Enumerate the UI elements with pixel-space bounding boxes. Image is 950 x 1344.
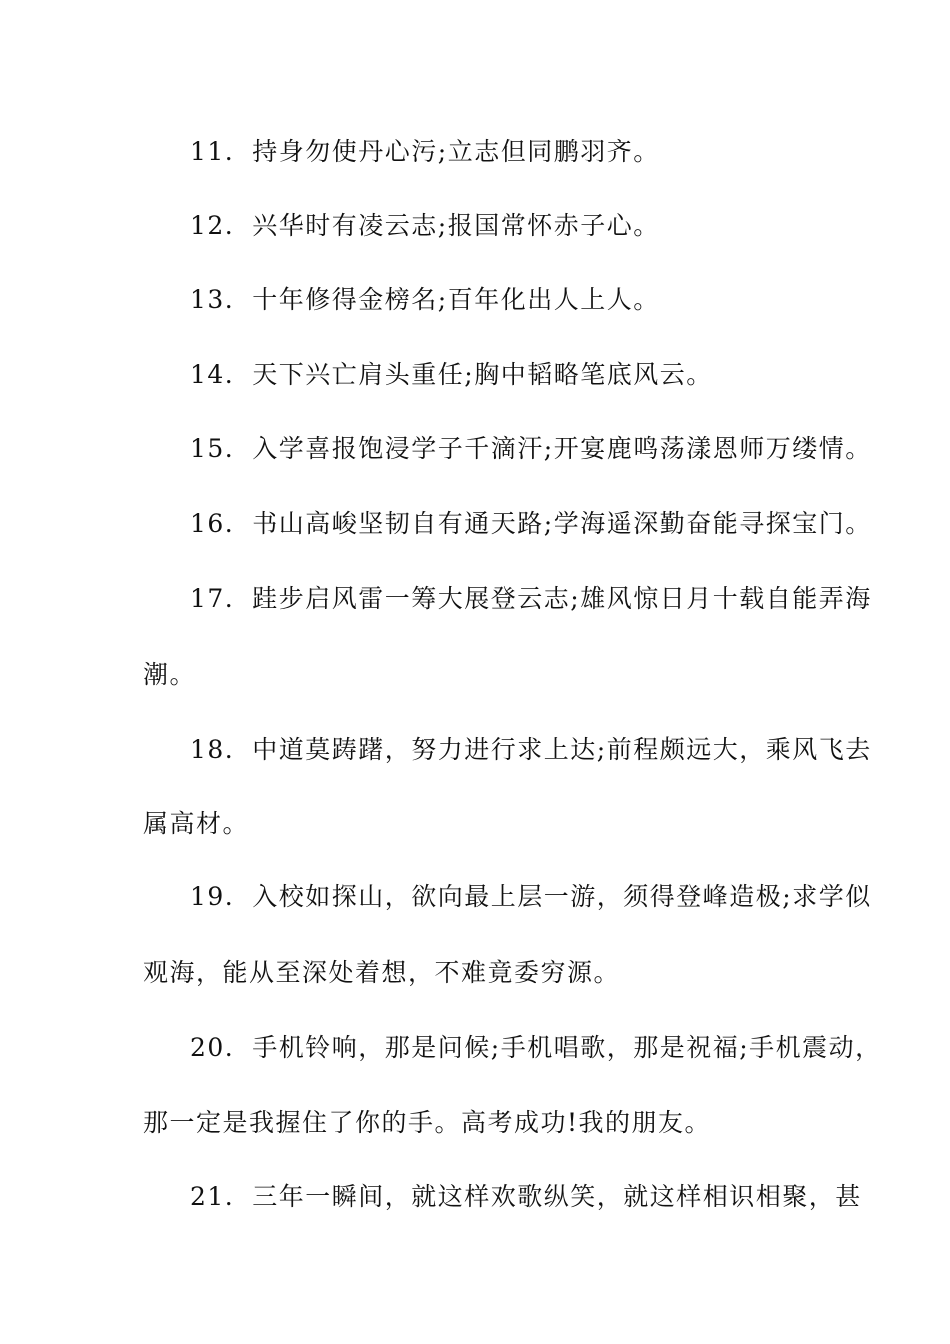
list-item (0, 730, 950, 770)
item-number: 13. (190, 285, 235, 314)
item-text-continuation: 潮。 (143, 660, 197, 689)
item-number: 12. (190, 211, 235, 240)
item-text: 书山高峻坚韧自有通天路;学海遥深勤奋能寻探宝门。 (252, 509, 872, 538)
list-item (0, 1177, 950, 1217)
item-text-continuation: 属高材。 (143, 809, 250, 838)
list-item (0, 504, 950, 544)
list-item (0, 579, 950, 619)
list-item (0, 280, 950, 320)
item-text: 中道莫踌躇，努力进行求上达;前程颇远大，乘风飞去 (252, 735, 872, 764)
item-number: 21. (190, 1182, 235, 1211)
list-item (0, 429, 950, 469)
item-number: 18. (190, 735, 235, 764)
item-text: 兴华时有凌云志;报国常怀赤子心。 (252, 211, 660, 240)
list-item (0, 355, 950, 395)
list-item (0, 206, 950, 246)
item-number: 20. (190, 1033, 235, 1062)
item-number: 17. (190, 584, 235, 613)
item-number: 11. (190, 137, 235, 166)
item-text: 跬步启风雷一筹大展登云志;雄风惊日月十载自能弄海 (252, 584, 872, 613)
item-number: 19. (190, 882, 235, 911)
item-text: 三年一瞬间，就这样欢歌纵笑，就这样相识相聚，甚 (252, 1182, 862, 1211)
item-number: 15. (190, 434, 235, 463)
list-item (0, 877, 950, 917)
item-text: 手机铃响，那是问候;手机唱歌，那是祝福;手机震动， (252, 1033, 882, 1062)
item-number: 14. (190, 360, 235, 389)
item-text-continuation: 那一定是我握住了你的手。高考成功!我的朋友。 (143, 1108, 712, 1137)
item-text-continuation: 观海，能从至深处着想，不难竟委穷源。 (143, 958, 621, 987)
list-item (0, 1028, 950, 1068)
item-number: 16. (190, 509, 235, 538)
list-item (0, 132, 950, 172)
item-text: 十年修得金榜名;百年化出人上人。 (252, 285, 660, 314)
item-text: 入校如探山，欲向最上层一游，须得登峰造极;求学似 (252, 882, 872, 911)
item-text: 持身勿使丹心污;立志但同鹏羽齐。 (252, 137, 660, 166)
item-text: 天下兴亡肩头重任;胸中韬略笔底风云。 (252, 360, 713, 389)
item-text: 入学喜报饱浸学子千滴汗;开宴鹿鸣荡漾恩师万缕情。 (252, 434, 872, 463)
